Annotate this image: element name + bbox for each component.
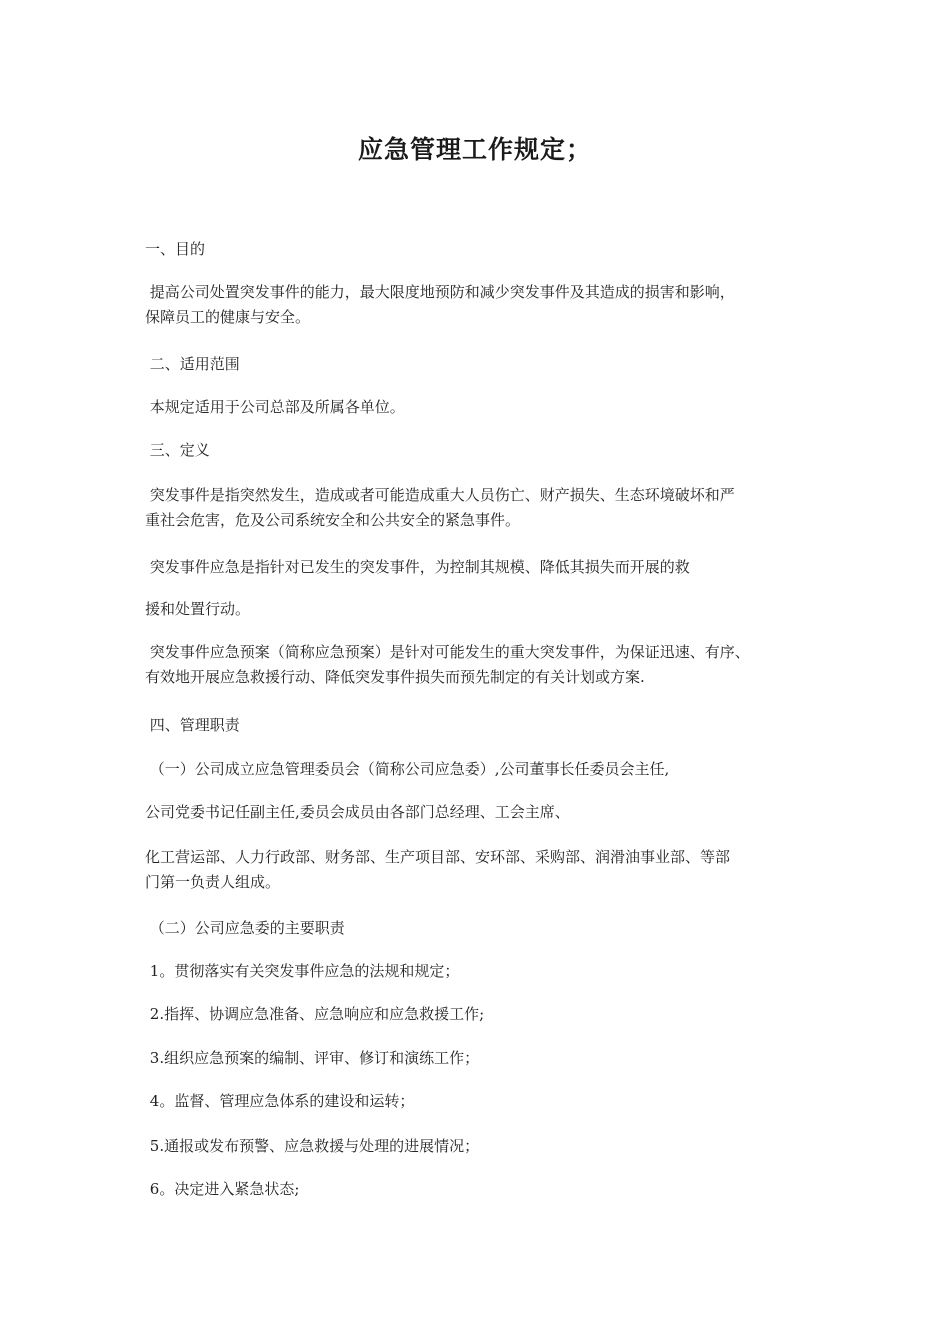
paragraph-line: 三、定义	[145, 441, 210, 459]
paragraph	[145, 800, 815, 825]
paragraph-line: 化工营运部、人力行政部、财务部、生产项目部、安环部、采购部、润滑油事业部、等部	[145, 848, 731, 866]
paragraph	[145, 438, 815, 463]
paragraph-line: 保障员工的健康与安全。	[145, 308, 311, 326]
paragraph-line: 本规定适用于公司总部及所属各单位。	[145, 398, 405, 416]
paragraph	[145, 1002, 815, 1027]
paragraph	[145, 757, 815, 782]
paragraph-line: 有效地开展应急救援行动、降低突发事件损失而预先制定的有关计划或方案.	[145, 668, 645, 686]
paragraph-line: 一、目的	[145, 240, 206, 258]
paragraph	[145, 1046, 815, 1071]
paragraph	[145, 916, 815, 941]
paragraph	[145, 280, 815, 330]
paragraph-line: 门第一负责人组成。	[145, 873, 281, 891]
paragraph	[145, 237, 815, 262]
paragraph-line: 突发事件应急是指针对已发生的突发事件，为控制其规模、降低其损失而开展的救	[145, 558, 690, 576]
paragraph-line: 援和处置行动。	[145, 600, 251, 618]
paragraph	[145, 483, 815, 533]
paragraph-line: 提高公司处置突发事件的能力，最大限度地预防和减少突发事件及其造成的损害和影响，	[145, 283, 735, 301]
paragraph-line: （二）公司应急委的主要职责	[145, 919, 345, 937]
paragraph	[145, 1177, 815, 1202]
paragraph-line: 1。贯彻落实有关突发事件应急的法规和规定；	[145, 962, 460, 980]
paragraph	[145, 845, 815, 895]
paragraph-line: 3.组织应急预案的编制、评审、修订和演练工作；	[145, 1049, 480, 1067]
paragraph-line: 二、适用范围	[145, 355, 240, 373]
paragraph	[145, 555, 815, 580]
paragraph-line: 四、管理职责	[145, 716, 240, 734]
paragraph-line: 6。决定进入紧急状态;	[145, 1180, 300, 1198]
paragraph	[145, 352, 815, 377]
paragraph-line: 重社会危害，危及公司系统安全和公共安全的紧急事件。	[145, 511, 521, 529]
paragraph-line: 公司党委书记任副主任,委员会成员由各部门总经理、工会主席、	[145, 803, 570, 821]
paragraph	[145, 1089, 815, 1114]
paragraph-line: （一）公司成立应急管理委员会（简称公司应急委）,公司董事长任委员会主任,	[145, 760, 670, 778]
paragraph-line: 5.通报或发布预警、应急救援与处理的进展情况；	[145, 1137, 480, 1155]
paragraph-line: 4。监督、管理应急体系的建设和运转；	[145, 1092, 415, 1110]
paragraph	[145, 959, 815, 984]
paragraph-line: 2.指挥、协调应急准备、应急响应和应急救援工作;	[145, 1005, 485, 1023]
paragraph	[145, 640, 815, 690]
document-title: 应急管理工作规定；	[357, 135, 592, 164]
paragraph	[145, 713, 815, 738]
paragraph-line: 突发事件是指突然发生，造成或者可能造成重大人员伤亡、财产损失、生态环境破坏和严	[145, 486, 735, 504]
paragraph-line: 突发事件应急预案（简称应急预案）是针对可能发生的重大突发事件，为保证迅速、有序、	[145, 643, 750, 661]
paragraph	[145, 395, 815, 420]
paragraph	[145, 597, 815, 622]
paragraph	[145, 1134, 815, 1159]
